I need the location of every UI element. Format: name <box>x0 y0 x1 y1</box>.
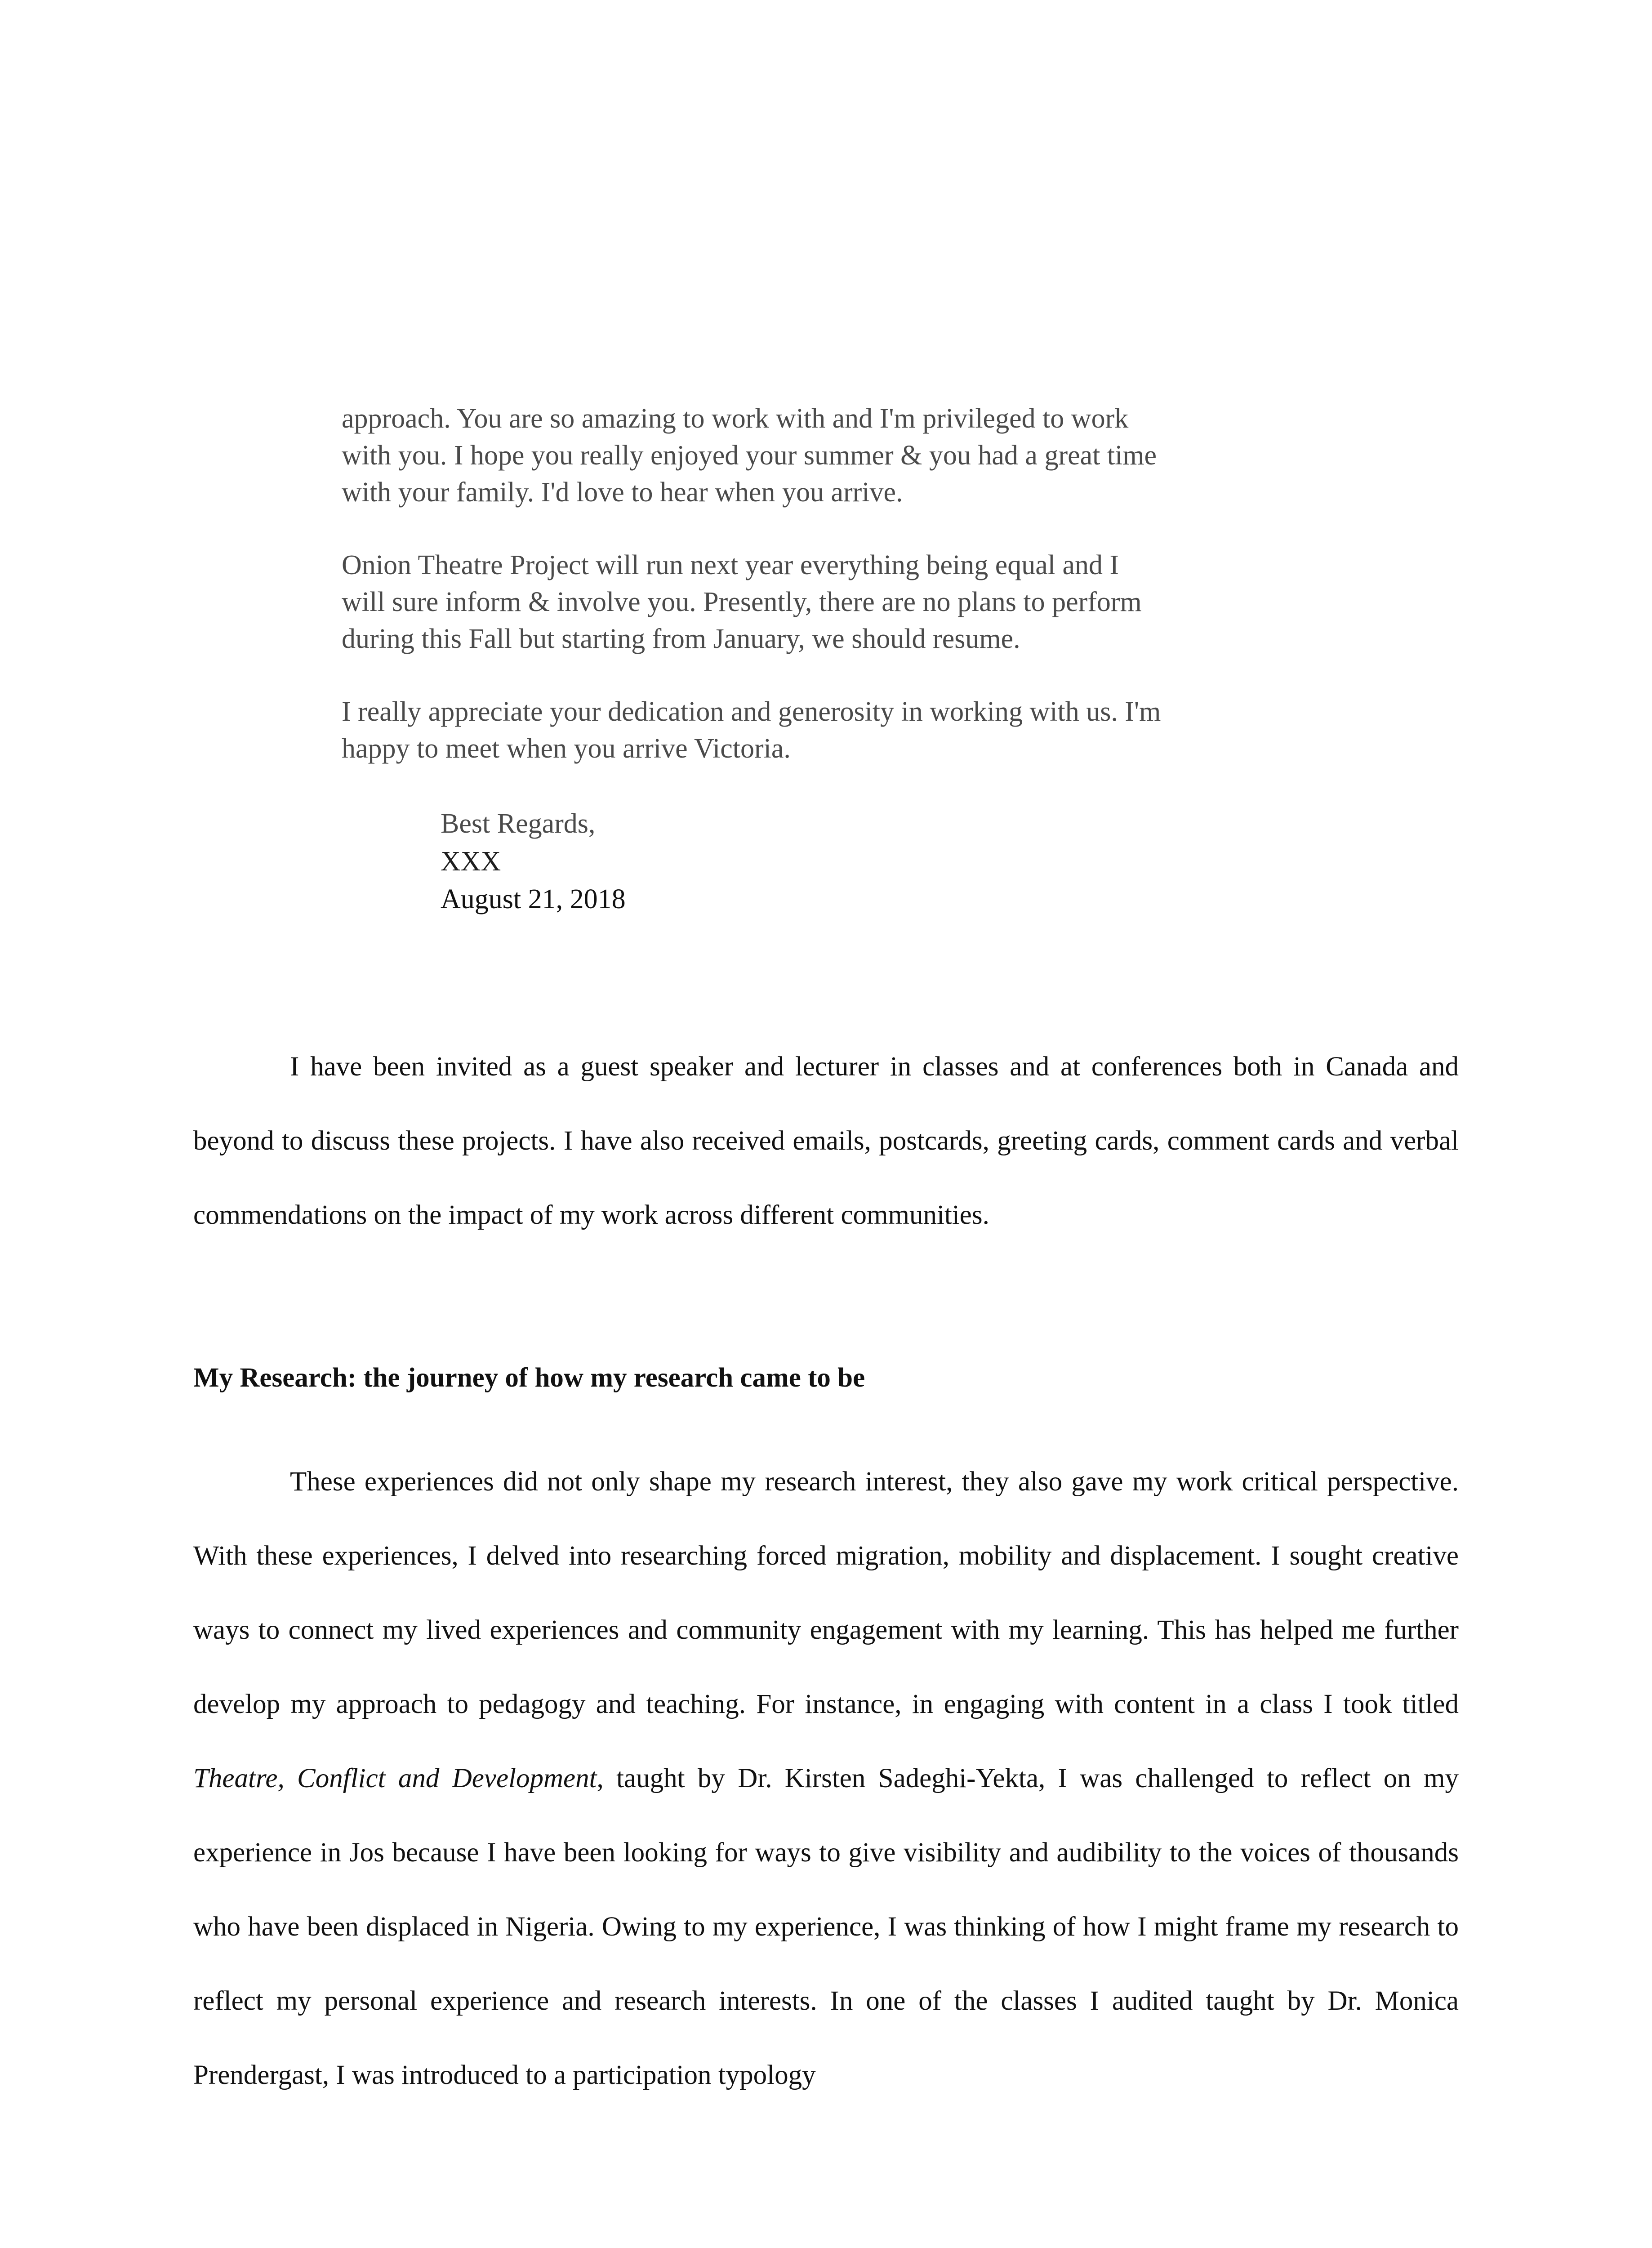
letter-closing: Best Regards, <box>441 808 596 839</box>
letter-line: I really appreciate your dedication and generosity in working with us. I'm <box>342 696 1161 727</box>
body-paragraph-1 <box>193 1030 1459 1252</box>
letter-line: Onion Theatre Project will run next year everything being equal and I <box>342 550 1119 580</box>
quoted-letter <box>342 400 1331 767</box>
section-heading: My Research: the journey of how my research came to be <box>193 1363 865 1393</box>
body-paragraph-2-text-end: , taught by Dr. Kirsten Sadeghi-Yekta, I was challenged to reflect on my experience in Jos because I have been looking for ways to give visibility and audibility to the voices of thousands who have been displaced in Nigeria. Owing to my experience, I was thinking of how I might frame my research to reflect my personal experience and research interests. In one of the classes I audited taught by Dr. Monica Prendergast, I was introduced to a participation typology <box>193 1763 1459 2090</box>
letter-line: with your family. I'd love to hear when you arrive. <box>342 477 903 508</box>
letter-line: happy to meet when you arrive Victoria. <box>342 733 791 764</box>
body-paragraph-1-text: I have been invited as a guest speaker and lecturer in classes and at conferences both in Canada and beyond to discuss these projects. I have also received emails, postcards, greeting cards, comment cards and verbal commendations on the impact of my work across different communities. <box>193 1052 1459 1230</box>
letter-signature-name: XXX <box>441 846 501 877</box>
letter-line: with you. I hope you really enjoyed your summer & you had a great time <box>342 440 1157 471</box>
letter-line: will sure inform & involve you. Presently, there are no plans to perform <box>342 587 1142 617</box>
course-title: Theatre, Conflict and Development <box>193 1763 597 1793</box>
letter-line: during this Fall but starting from January, we should resume. <box>342 624 1020 654</box>
body-paragraph-2 <box>193 1445 1459 2112</box>
letter-date: August 21, 2018 <box>441 884 626 914</box>
body-paragraph-2-text-start: These experiences did not only shape my research interest, they also gave my work critical perspective. With these experiences, I delved into researching forced migration, mobility and displacement. I sought creative ways to connect my lived experiences and community engagement with my learning. This has helped me further develop my approach to pedagogy and teaching. For instance, in engaging with content in a class I took titled <box>193 1467 1459 1719</box>
letter-signoff <box>441 805 626 918</box>
letter-line: approach. You are so amazing to work with and I'm privileged to work <box>342 403 1129 434</box>
